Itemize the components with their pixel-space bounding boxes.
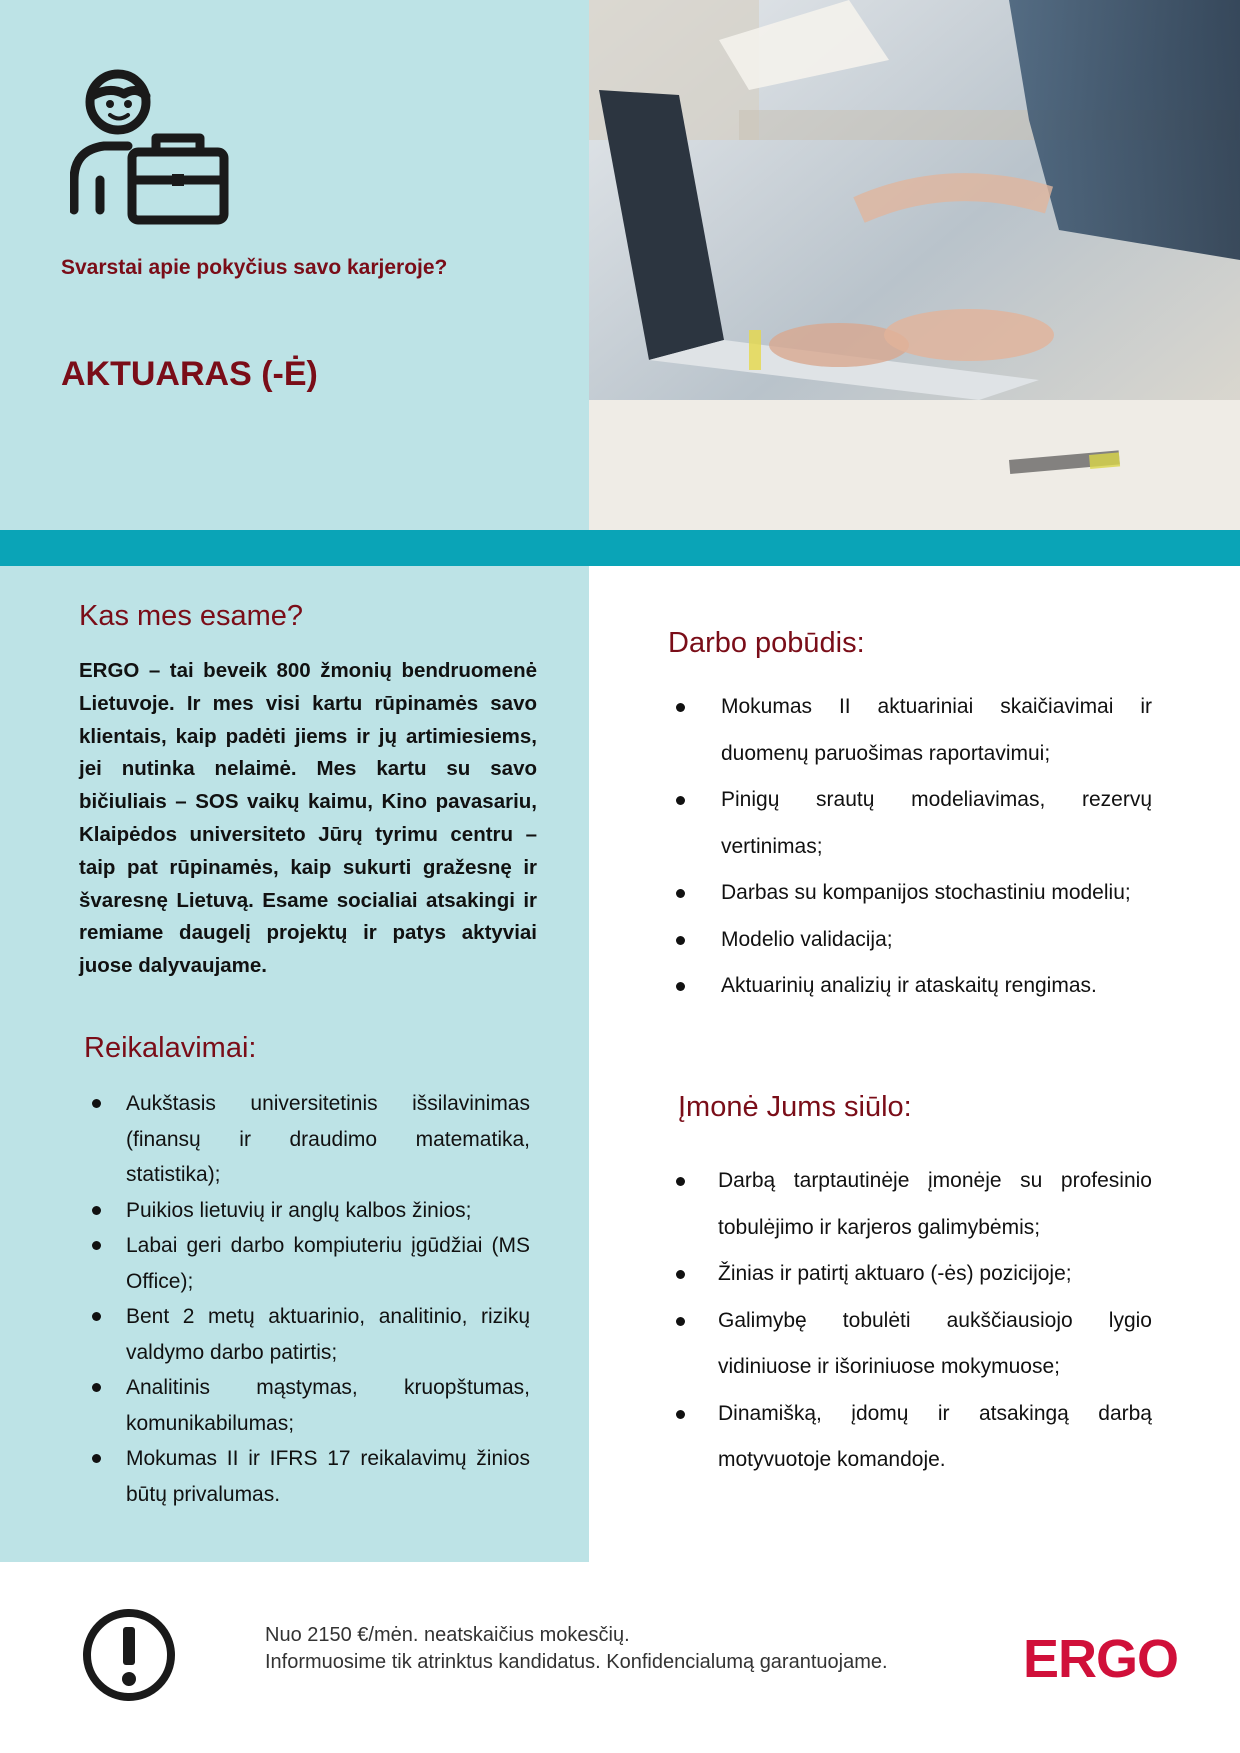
list-item: Mokumas II aktuariniai skaičiavimai ir duomenų paruošimas raportavimui; <box>672 684 1152 777</box>
list-item: Mokumas II ir IFRS 17 reikalavimų žinios būtų privalumas. <box>83 1441 530 1512</box>
bullet-icon <box>676 889 685 898</box>
requirements-title: Reikalavimai: <box>84 1032 257 1064</box>
list-item: Bent 2 metų aktuarinio, analitinio, rizikų valdymo darbo patirtis; <box>83 1299 530 1370</box>
list-item: Aukštasis universitetinis išsilavinimas (finansų ir draudimo matematika, statistika); <box>83 1086 530 1193</box>
bullet-icon <box>92 1454 101 1463</box>
list-item: Aktuarinių analizių ir ataskaitų rengimas. <box>672 963 1152 1010</box>
footer-note <box>265 1622 888 1676</box>
list-item: Dinamišką, įdomų ir atsakingą darbą motyvuotoje komandoje. <box>672 1391 1152 1484</box>
job-title: AKTUARAS (-Ė) <box>61 355 318 393</box>
about-text: ERGO – tai beveik 800 žmonių bendruomenė Lietuvoje. Ir mes visi kartu rūpinamės savo klientais, kaip padėti jiems ir jų artimiesiems, jei nutinka nelaimė. Mes kartu su savo bičiuliais – SOS vaikų kaimu, Kino pavasariu, Klaipėdos universiteto Jūrų tyrimu centru – taip pat rūpinamės, kaip sukurti gražesnę ir švaresnę Lietuvą. Esame socialiai atsakingi ir remiame daugelį projektų ir patys aktyviai juose dalyvaujame. <box>79 659 537 978</box>
list-item: Modelio validacija; <box>672 917 1152 964</box>
offer-list <box>672 1158 1152 1484</box>
notice-text: Informuosime tik atrinktus kandidatus. Konfidencialumą garantuojame. <box>265 1651 888 1673</box>
bullet-icon <box>676 1410 685 1419</box>
list-item: Galimybę tobulėti aukščiausiojo lygio vidiniuose ir išoriniuose mokymuose; <box>672 1298 1152 1391</box>
bullet-icon <box>676 1270 685 1279</box>
exclamation-circle-icon <box>81 1607 177 1703</box>
bullet-icon <box>676 1317 685 1326</box>
list-item: Puikios lietuvių ir anglų kalbos žinios; <box>83 1193 530 1229</box>
person-briefcase-icon <box>70 68 232 228</box>
list-item: Žinias ir patirtį aktuaro (-ės) pozicijoje; <box>672 1251 1152 1298</box>
list-item: Darbas su kompanijos stochastiniu modeliu; <box>672 870 1152 917</box>
list-item: Analitinis mąstymas, kruopštumas, komunikabilumas; <box>83 1370 530 1441</box>
duties-list <box>672 684 1152 1010</box>
office-photo <box>589 0 1240 530</box>
bullet-icon <box>92 1241 101 1250</box>
duties-title: Darbo pobūdis: <box>668 627 865 659</box>
bullet-icon <box>676 982 685 991</box>
bullet-icon <box>676 1177 685 1186</box>
list-item: Pinigų srautų modeliavimas, rezervų vertinimas; <box>672 777 1152 870</box>
requirements-list <box>83 1086 530 1512</box>
tagline: Svarstai apie pokyčius savo karjeroje? <box>61 256 448 279</box>
bullet-icon <box>676 796 685 805</box>
salary-text: Nuo 2150 €/mėn. neatskaičius mokesčių. <box>265 1624 630 1646</box>
offer-title: Įmonė Jums siūlo: <box>678 1091 912 1123</box>
list-item: Darbą tarptautinėje įmonėje su profesinio tobulėjimo ir karjeros galimybėmis; <box>672 1158 1152 1251</box>
office-photo-illustration <box>589 0 1240 530</box>
bullet-icon <box>676 936 685 945</box>
bullet-icon <box>92 1206 101 1215</box>
list-item: Labai geri darbo kompiuteriu įgūdžiai (MS Office); <box>83 1228 530 1299</box>
bullet-icon <box>92 1383 101 1392</box>
bullet-icon <box>92 1099 101 1108</box>
bullet-icon <box>676 703 685 712</box>
bullet-icon <box>92 1312 101 1321</box>
accent-band <box>0 530 1240 566</box>
ergo-logo: ERGO <box>1023 1629 1179 1689</box>
about-title: Kas mes esame? <box>79 600 304 632</box>
